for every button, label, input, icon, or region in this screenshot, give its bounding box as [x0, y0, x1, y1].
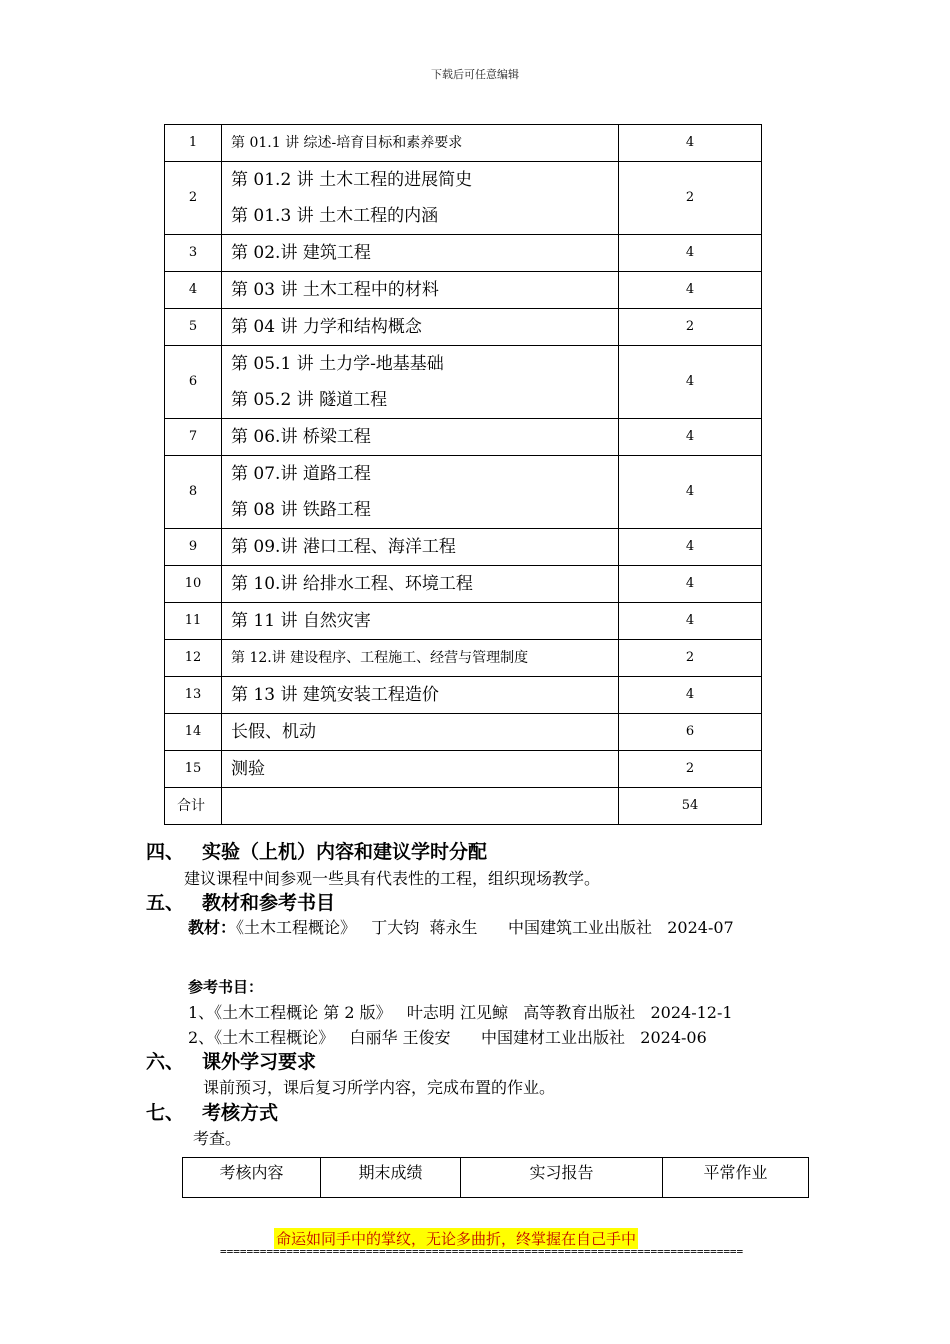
- section-7-title: 考核方式: [202, 1102, 279, 1124]
- assessment-header-content: 考核内容: [183, 1158, 321, 1198]
- schedule-topic-line: 第 04 讲 力学和结构概念: [231, 317, 422, 337]
- schedule-row-number: 11: [165, 603, 222, 640]
- schedule-row-number: 13: [165, 677, 222, 714]
- schedule-row-number: 5: [165, 309, 222, 346]
- assessment-header-final: 期末成绩: [321, 1158, 461, 1198]
- schedule-total-row: [165, 788, 762, 825]
- section-4-number: 四、: [146, 841, 185, 863]
- schedule-row-number: 15: [165, 751, 222, 788]
- schedule-row: [165, 603, 762, 640]
- section-4-body: 建议课程中间参观一些具有代表性的工程，组织现场教学。: [184, 869, 601, 888]
- schedule-topic-line: 第 08 讲 铁路工程: [231, 500, 371, 520]
- schedule-topic-line: 第 01.3 讲 土木工程的内涵: [231, 206, 439, 226]
- schedule-row-topic: [222, 125, 619, 162]
- schedule-topic-line: 第 05.1 讲 土力学-地基基础: [231, 354, 444, 374]
- schedule-row-hours: 2: [619, 640, 762, 677]
- schedule-row-number: 6: [165, 346, 222, 419]
- section-5-heading: [146, 888, 335, 915]
- schedule-row: [165, 272, 762, 309]
- schedule-row-topic: [222, 603, 619, 640]
- schedule-row-topic: [222, 419, 619, 456]
- schedule-total-hours: 54: [619, 788, 762, 825]
- schedule-topic-line: 第 12.讲 建设程序、工程施工、经营与管理制度: [231, 650, 529, 666]
- section-6-title: 课外学习要求: [202, 1051, 317, 1073]
- schedule-row-number: 9: [165, 529, 222, 566]
- schedule-row-hours: 4: [619, 677, 762, 714]
- section-4-heading: [146, 837, 487, 864]
- schedule-row-topic: [222, 162, 619, 235]
- schedule-total-label: 合计: [165, 788, 222, 825]
- schedule-row-hours: 4: [619, 235, 762, 272]
- section-7-number: 七、: [146, 1102, 185, 1124]
- schedule-row-topic: [222, 456, 619, 529]
- schedule-topic-line: 第 13 讲 建筑安装工程造价: [231, 685, 439, 705]
- assessment-header-homework: 平常作业: [663, 1158, 809, 1198]
- schedule-row-number: 8: [165, 456, 222, 529]
- schedule-row-number: 12: [165, 640, 222, 677]
- ref-item-2: 2、《土木工程概论》 白丽华 王俊安 中国建材工业出版社 2024-06: [188, 1028, 707, 1047]
- section-6-body: 课前预习，课后复习所学内容，完成布置的作业。: [203, 1078, 556, 1097]
- schedule-row-number: 2: [165, 162, 222, 235]
- section-6-number: 六、: [146, 1051, 185, 1073]
- schedule-topic-line: 第 01.2 讲 土木工程的进展简史: [231, 170, 473, 190]
- schedule-row-topic: [222, 751, 619, 788]
- schedule-row: [165, 125, 762, 162]
- textbook-label: 教材：: [188, 918, 237, 937]
- schedule-topic-line: 第 11 讲 自然灾害: [231, 611, 371, 631]
- section-4-title: 实验（上机）内容和建议学时分配: [202, 841, 488, 863]
- schedule-row-hours: 4: [619, 346, 762, 419]
- textbook-value: 《土木工程概论》 丁大钧 蒋永生 中国建筑工业出版社 2024-07: [236, 918, 734, 937]
- schedule-row-topic: [222, 566, 619, 603]
- assessment-header-report: 实习报告: [461, 1158, 663, 1198]
- footer-motto: 命运如同手中的掌纹，无论多曲折，终掌握在自己手中: [276, 1230, 637, 1248]
- schedule-row-hours: 4: [619, 603, 762, 640]
- schedule-row-hours: 4: [619, 456, 762, 529]
- refs-label: 参考书目：: [188, 978, 264, 996]
- schedule-row-topic: [222, 346, 619, 419]
- schedule-row: [165, 714, 762, 751]
- schedule-row: [165, 346, 762, 419]
- section-7-heading: [146, 1098, 278, 1125]
- schedule-row: [165, 529, 762, 566]
- schedule-topic-line: 测验: [231, 759, 265, 779]
- schedule-row-topic: [222, 235, 619, 272]
- schedule-topic-line: 第 09.讲 港口工程、海洋工程: [231, 537, 456, 557]
- schedule-row-hours: 2: [619, 751, 762, 788]
- footer-divider: ===============================================================================: [220, 1245, 744, 1258]
- schedule-row-hours: 2: [619, 162, 762, 235]
- schedule-topic-line: 第 01.1 讲 综述-培育目标和素养要求: [231, 135, 463, 151]
- schedule-topic-line: 第 06.讲 桥梁工程: [231, 427, 371, 447]
- schedule-row-number: 3: [165, 235, 222, 272]
- schedule-row: [165, 309, 762, 346]
- schedule-row: [165, 677, 762, 714]
- schedule-row-number: 14: [165, 714, 222, 751]
- schedule-row-topic: [222, 272, 619, 309]
- schedule-row-number: 1: [165, 125, 222, 162]
- schedule-topic-line: 第 03 讲 土木工程中的材料: [231, 280, 439, 300]
- schedule-topic-line: 第 05.2 讲 隧道工程: [231, 390, 388, 410]
- schedule-row: [165, 640, 762, 677]
- schedule-row: [165, 456, 762, 529]
- section-5-title: 教材和参考书目: [202, 892, 336, 914]
- schedule-row-hours: 4: [619, 272, 762, 309]
- schedule-table: [164, 124, 762, 825]
- schedule-topic-line: 长假、机动: [231, 722, 316, 742]
- ref-item-1: 1、《土木工程概论 第 2 版》 叶志明 江见鲸 高等教育出版社 2024-12-1: [188, 1003, 733, 1022]
- assessment-header-row: [183, 1158, 809, 1198]
- schedule-row-hours: 6: [619, 714, 762, 751]
- schedule-topic-line: 第 02.讲 建筑工程: [231, 243, 371, 263]
- header-note: 下载后可任意编辑: [431, 68, 519, 81]
- schedule-row: [165, 162, 762, 235]
- schedule-total-blank: [222, 788, 619, 825]
- schedule-row-number: 10: [165, 566, 222, 603]
- section-5-number: 五、: [146, 892, 185, 914]
- schedule-body: [165, 125, 762, 825]
- schedule-row: [165, 751, 762, 788]
- schedule-row-hours: 4: [619, 125, 762, 162]
- schedule-row-hours: 4: [619, 419, 762, 456]
- schedule-row-topic: [222, 529, 619, 566]
- schedule-row: [165, 419, 762, 456]
- section-7-body: 考查。: [193, 1129, 242, 1148]
- schedule-row-topic: [222, 309, 619, 346]
- schedule-topic-line: 第 07.讲 道路工程: [231, 464, 371, 484]
- schedule-row-hours: 2: [619, 309, 762, 346]
- schedule-row-number: 4: [165, 272, 222, 309]
- schedule-row: [165, 566, 762, 603]
- section-6-heading: [146, 1047, 316, 1074]
- schedule-row-topic: [222, 677, 619, 714]
- schedule-topic-line: 第 10.讲 给排水工程、环境工程: [231, 574, 473, 594]
- schedule-row-hours: 4: [619, 566, 762, 603]
- assessment-table: [182, 1157, 809, 1198]
- schedule-row-topic: [222, 714, 619, 751]
- schedule-row-hours: 4: [619, 529, 762, 566]
- schedule-row-topic: [222, 640, 619, 677]
- textbook-line: [188, 915, 734, 938]
- schedule-row: [165, 235, 762, 272]
- schedule-row-number: 7: [165, 419, 222, 456]
